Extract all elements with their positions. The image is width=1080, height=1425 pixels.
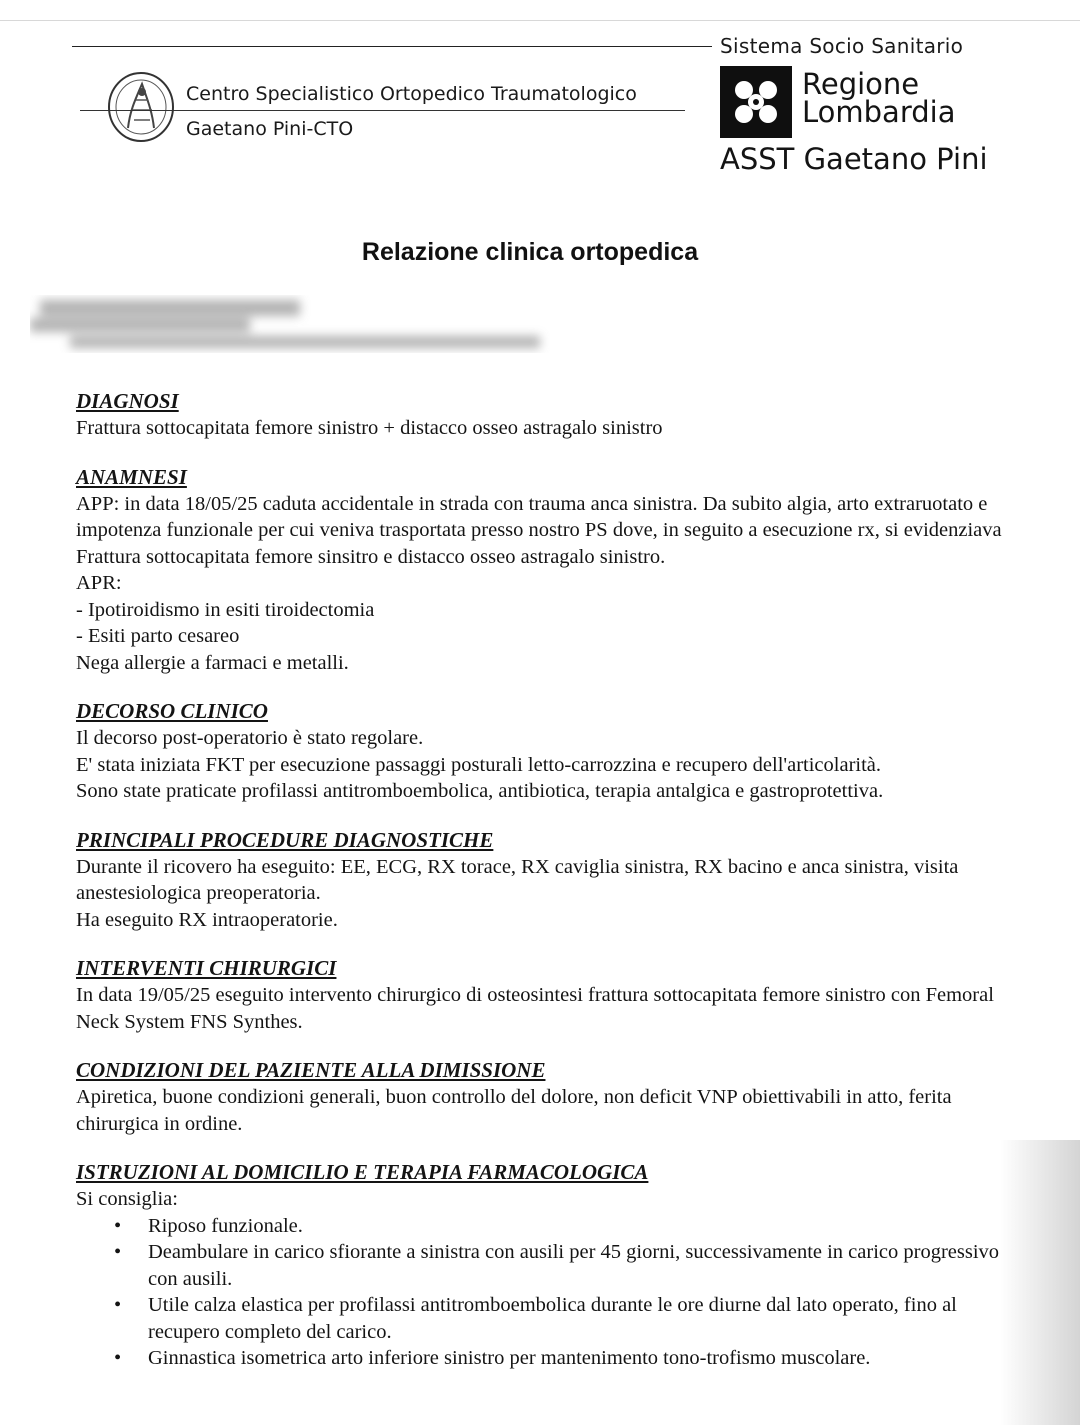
region-line-1: Regione — [802, 67, 920, 101]
center-subtitle: Gaetano Pini-CTO — [186, 118, 354, 140]
list-item: - Esiti parto cesareo — [76, 625, 240, 647]
document-title: Relazione clinica ortopedica — [361, 238, 699, 266]
report-body — [76, 388, 1006, 1394]
redacted-patient-info — [30, 288, 550, 363]
paragraph: In data 19/05/25 eseguito intervento chirurgico di osteosintesi frattura sottocapitata femore sinistro con Femoral Neck System FNS Synthes. — [76, 984, 994, 1033]
sistema-label: Sistema Socio Sanitario — [720, 34, 964, 58]
page-edge — [0, 20, 1080, 21]
app-text: APP: in data 18/05/25 caduta accidentale in strada con trauma anca sinistra. Da subito algia, arto extraruotato e impotenza funzionale per cui veniva trasportata presso nostro PS dove, in seguito a esecuzione rx, si evidenziava Frattura sottocapitata femore sinsitro e distacco osseo astragalo sinistro. — [76, 492, 1002, 568]
section-heading: DECORSO CLINICO — [76, 699, 268, 723]
section-heading: CONDIZIONI DEL PAZIENTE ALLA DIMISSIONE — [76, 1058, 546, 1082]
list-item: • Deambulare in carico sfiorante a sinistra con ausili per 45 giorni, successivamente in carico progressivo con ausili. — [76, 1239, 1006, 1292]
section-interventi-chirurgici — [76, 955, 1006, 1035]
list-item: • Utile calza elastica per profilassi antitromboembolica durante le ore diurne dal lato operato, fino al recupero completo del carico. — [76, 1292, 1006, 1345]
center-name: Centro Specialistico Ortopedico Traumatologico — [186, 83, 637, 105]
paragraph: Durante il ricovero ha eseguito: EE, ECG, RX torace, RX caviglia sinistra, RX bacino e anca sinistra, visita anestesiologica preoperatoria. — [76, 855, 959, 904]
section-anamnesi — [76, 464, 1006, 677]
section-heading: ANAMNESI — [76, 464, 187, 489]
section-heading: INTERVENTI CHIRURGICI — [76, 956, 337, 980]
regione-lombardia-logo-icon — [720, 66, 792, 138]
center-rule — [80, 110, 685, 111]
paragraph: Apiretica, buone condizioni generali, buon controllo del dolore, non deficit VNP obiettivabili in atto, ferita chirurgica in ordine. — [76, 1086, 952, 1135]
instructions-list — [76, 1213, 1006, 1372]
apr-list — [76, 597, 1006, 650]
section-heading: ISTRUZIONI AL DOMICILIO E TERAPIA FARMACOLOGICA — [76, 1160, 649, 1184]
apr-label: APR: — [76, 572, 122, 594]
section-istruzioni-domicilio — [76, 1159, 1006, 1372]
region-name — [802, 67, 956, 129]
page-shadow — [1000, 1140, 1080, 1425]
list-item: • Riposo funzionale. — [76, 1213, 1006, 1240]
intro-text: Si consiglia: — [76, 1188, 178, 1210]
list-item: - Ipotiroidismo in esiti tiroidectomia — [76, 598, 375, 621]
paragraph: Sono state praticate profilassi antitromboembolica, antibiotica, terapia antalgica e gastroprotettiva. — [76, 780, 884, 802]
section-diagnosi — [76, 388, 1006, 442]
section-decorso-clinico — [76, 698, 1006, 805]
paragraph: E' stata iniziata FKT per esecuzione passaggi posturali letto-carrozzina e recupero dell'articolarità. — [76, 753, 882, 776]
section-procedure-diagnostiche — [76, 827, 1006, 934]
institution-seal-icon — [106, 70, 176, 144]
section-heading: PRINCIPALI PROCEDURE DIAGNOSTICHE — [76, 827, 494, 852]
diagnosis-text: Frattura sottocapitata femore sinistro + distacco osseo astragalo sinistro — [76, 417, 663, 439]
region-line-2: Lombardia — [802, 95, 956, 129]
header-rule — [72, 46, 712, 47]
paragraph: Ha eseguito RX intraoperatorie. — [76, 908, 338, 931]
section-heading: DIAGNOSI — [76, 389, 179, 413]
section-condizioni-dimissione — [76, 1057, 1006, 1137]
paragraph: Il decorso post-operatorio è stato regolare. — [76, 727, 424, 749]
allergie-text: Nega allergie a farmaci e metalli. — [76, 651, 349, 674]
asst-name: ASST Gaetano Pini — [720, 142, 988, 176]
list-item: • Ginnastica isometrica arto inferiore sinistro per mantenimento tono-trofismo muscolare. — [76, 1345, 1006, 1372]
